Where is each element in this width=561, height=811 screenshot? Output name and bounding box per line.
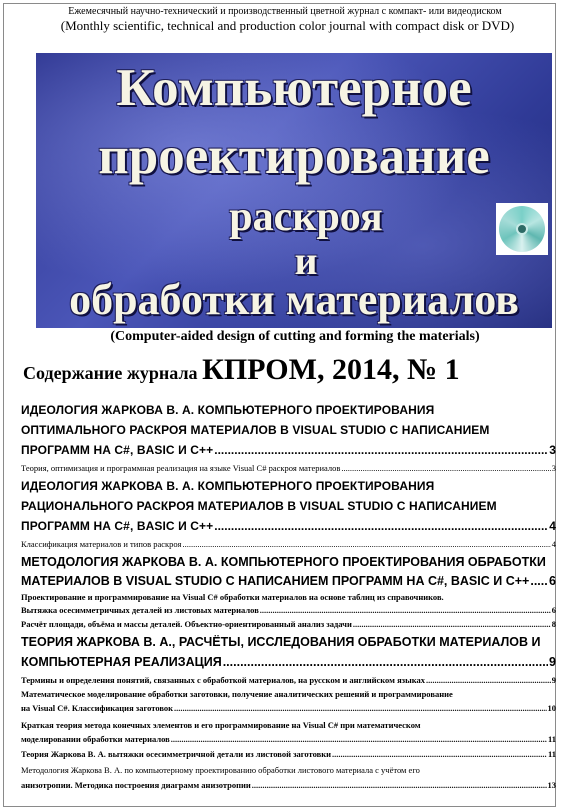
toc-page-number: 3 <box>549 443 556 457</box>
toc-section-1-entry[interactable] <box>21 443 556 457</box>
header-line-en: (Monthly scientific, technical and production color journal with compact disk or DVD) <box>60 18 515 33</box>
toc-subentry-title: анизотропии. Методика построения диаграмм анизотропии <box>21 780 251 790</box>
contents-heading <box>23 353 460 387</box>
toc-page-number: 9 <box>551 675 556 685</box>
toc-subentry-title: Методология Жаркова В. А. по компьютерному проектированию обработки листового материала с учётом его <box>21 765 420 775</box>
toc-page-number: 10 <box>547 703 556 713</box>
toc-subentry-title: Математическое моделирование обработки заготовки, получение аналитических решений и программирование <box>21 689 453 699</box>
toc-page-number: 4 <box>549 519 556 533</box>
journal-subtitle: (Computer-aided design of cutting and forming the materials) <box>110 329 480 344</box>
header-line-ru: Ежемесячный научно-технический и производственный цветной журнал с компакт- или видеодиском <box>68 6 502 17</box>
toc-page-number: 6 <box>549 574 556 588</box>
toc-subentry[interactable] <box>21 605 556 615</box>
toc-page-number: 13 <box>547 780 556 790</box>
compact-disc-icon <box>496 203 548 255</box>
banner-title-line-4: и <box>294 238 318 283</box>
toc-subentry-title: на Visual C#. Классификация заготовок <box>21 703 174 713</box>
toc-page-number: 3 <box>551 463 556 473</box>
banner-title-line-2: проектирование <box>98 127 490 185</box>
toc-subentry-title: Расчёт площади, объёма и массы деталей. Объектно-ориентированный анализ задачи <box>21 619 352 629</box>
toc-section-4-entry[interactable] <box>21 655 556 669</box>
toc-page-number: 6 <box>551 605 556 615</box>
toc-section-4-line-2: КОМПЬЮТЕРНАЯ РЕАЛИЗАЦИЯ <box>21 655 222 669</box>
toc-section-3-line-1: МЕТОДОЛОГИЯ ЖАРКОВА В. А. КОМПЬЮТЕРНОГО ПРОЕКТИРОВАНИЯ ОБРАБОТКИ <box>21 555 546 569</box>
toc-page-number: 11 <box>547 749 556 759</box>
cover-banner <box>36 53 552 328</box>
toc-page-number: 9 <box>549 655 556 669</box>
toc-section-4-line-1: ТЕОРИЯ ЖАРКОВА В. А., РАСЧЁТЫ, ИССЛЕДОВАНИЯ ОБРАБОТКИ МАТЕРИАЛОВ И <box>21 635 541 649</box>
toc-subentry[interactable] <box>21 734 556 744</box>
banner-title-line-3: раскроя <box>229 194 383 240</box>
toc-section-1-line-2: ОПТИМАЛЬНОГО РАСКРОЯ МАТЕРИАЛОВ В VISUAL STUDIO С НАПИСАНИЕМ <box>21 423 490 437</box>
toc-subentry[interactable] <box>21 463 556 473</box>
toc-page-number: 8 <box>551 619 556 629</box>
toc-section-3-line-2: МАТЕРИАЛОВ В VISUAL STUDIO С НАПИСАНИЕМ ПРОГРАММ НА C#, BASIC И C++ <box>21 574 530 588</box>
toc-subentry[interactable] <box>21 539 556 549</box>
toc-subentry-title: Проектирование и программирование на Visual C# обработки материалов на основе таблиц из справочников. <box>21 592 444 602</box>
toc-subentry-title: моделировании обработки материалов <box>21 734 170 744</box>
toc-page-number: 11 <box>547 734 556 744</box>
toc-section-2-line-1: ИДЕОЛОГИЯ ЖАРКОВА В. А. КОМПЬЮТЕРНОГО ПРОЕКТИРОВАНИЯ <box>21 479 435 493</box>
toc-subentry[interactable] <box>21 703 556 713</box>
banner-title-line-5: обработки материалов <box>69 275 519 324</box>
toc-section-2-line-2: РАЦИОНАЛЬНОГО РАСКРОЯ МАТЕРИАЛОВ В VISUAL STUDIO С НАПИСАНИЕМ <box>21 499 497 513</box>
toc-subentry-title: Теория, оптимизация и программная реализация на языке Visual C# раскроя материалов <box>21 463 341 473</box>
toc-subentry[interactable] <box>21 749 556 759</box>
journal-issue: КПРОМ, 2014, № 1 <box>202 353 460 386</box>
toc-section-1-line-3: ПРОГРАММ НА C#, BASIC И C++ <box>21 443 214 457</box>
toc-section-1-line-1: ИДЕОЛОГИЯ ЖАРКОВА В. А. КОМПЬЮТЕРНОГО ПРОЕКТИРОВАНИЯ <box>21 403 435 417</box>
toc-section-3-entry[interactable] <box>21 574 556 588</box>
toc-subentry[interactable] <box>21 619 556 629</box>
toc-subentry-title: Краткая теория метода конечных элементов и его программирование на Visual C# при математическом <box>21 720 421 730</box>
toc-subentry[interactable] <box>21 780 556 790</box>
toc-subentry-title: Классификация материалов и типов раскроя <box>21 539 182 549</box>
toc-section-2-entry[interactable] <box>21 519 556 533</box>
toc-subentry-title: Термины и определения понятий, связанных с обработкой материалов, на русском и английском языках <box>21 675 425 685</box>
toc-subentry[interactable] <box>21 675 556 685</box>
toc-section-2-line-3: ПРОГРАММ НА C#, BASIC И C++ <box>21 519 214 533</box>
toc-subentry-title: Вытяжка осесимметричных деталей из листовых материалов <box>21 605 259 615</box>
toc-page-number: 4 <box>551 539 556 549</box>
banner-title-line-1: Компьютерное <box>116 59 472 117</box>
toc-subentry-title: Теория Жаркова В. А. вытяжки осесимметричной детали из листовой заготовки <box>21 749 332 759</box>
contents-label: Содержание журнала <box>23 363 203 383</box>
